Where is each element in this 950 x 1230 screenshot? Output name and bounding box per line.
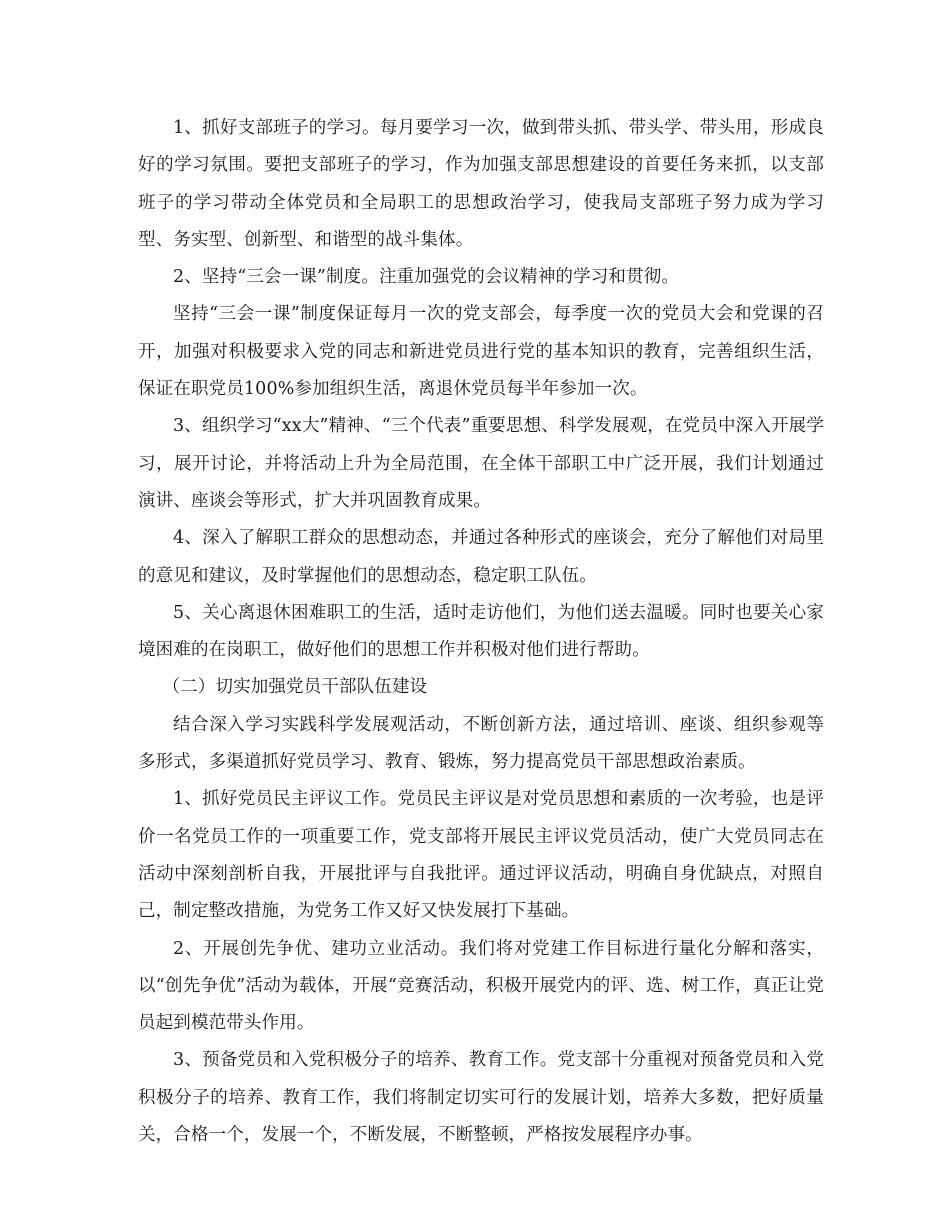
paragraph-study-leadership: 1、抓好支部班子的学习。每月要学习一次，做到带头抓、带头学、带头用，形成良好的学习氛围。要把支部班子的学习，作为加强支部思想建设的首要任务来抓，以支部班子的学习带动全体党员和全局职工的思想政治学习，使我局支部班子努力成为学习型、务实型、创新型、和谐型的战斗集体。 [138,118,824,250]
paragraph-three-meetings-detail: 坚持“三会一课”制度保证每月一次的党支部会，每季度一次的党员大会和党课的召开，加强对积极要求入党的同志和新进党员进行党的基本知识的教育，完善组织生活，保证在职党员100%参加组织生活，离退休党员每半年参加一次。 [138,304,824,400]
paragraph-excellence-activity: 2、开展创先争优、建功立业活动。我们将对党建工作目标进行量化分解和落实，以“创先争优”活动为载体，开展“竞赛活动，积极开展党内的评、选、树工作，真正让党员起到模范带头作用。 [138,938,824,1034]
paragraph-understand-staff: 4、深入了解职工群众的思想动态，并通过各种形式的座谈会，充分了解他们对局里的意见和建议，及时掌握他们的思想动态，稳定职工队伍。 [138,528,824,586]
paragraph-probationary-members: 3、预备党员和入党积极分子的培养、教育工作。党支部十分重视对预备党员和入党积极分子的培养、教育工作，我们将制定切实可行的发展计划，培养大多数，把好质量关，合格一个，发展一个，不断发展，不断整顿，严格按发展程序办事。 [138,1050,824,1146]
paragraph-three-meetings: 2、坚持“三会一课”制度。注重加强党的会议精神的学习和贯彻。 [173,267,680,288]
paragraph-care-retirees: 5、关心离退休困难职工的生活，适时走访他们，为他们送去温暖。同时也要关心家境困难的在岗职工，做好他们的思想工作并积极对他们进行帮助。 [138,602,824,661]
section-heading: （二）切实加强党员干部队伍建设 [162,677,428,698]
document-body [138,110,824,1154]
paragraph-democratic-review: 1、抓好党员民主评议工作。党员民主评议是对党员思想和素质的一次考验，也是评价一名党员工作的一项重要工作，党支部将开展民主评议党员活动，使广大党员同志在活动中深刻剖析自我，开展批评与自我批评。通过评议活动，明确自身优缺点，对照自己，制定整改措施，为党务工作又好又快发展打下基础。 [138,789,824,922]
paragraph-organize-study: 3、组织学习“xx大”精神、“三个代表”重要思想、科学发展观，在党员中深入开展学习，展开讨论，并将活动上升为全局范围，在全体干部职工中广泛开展，我们计划通过演讲、座谈会等形式，扩大并巩固教育成果。 [138,416,824,511]
paragraph-section-intro: 结合深入学习实践科学发展观活动，不断创新方法，通过培训、座谈、组织参观等多形式，多渠道抓好党员学习、教育、锻炼，努力提高党员干部思想政治素质。 [138,714,824,773]
